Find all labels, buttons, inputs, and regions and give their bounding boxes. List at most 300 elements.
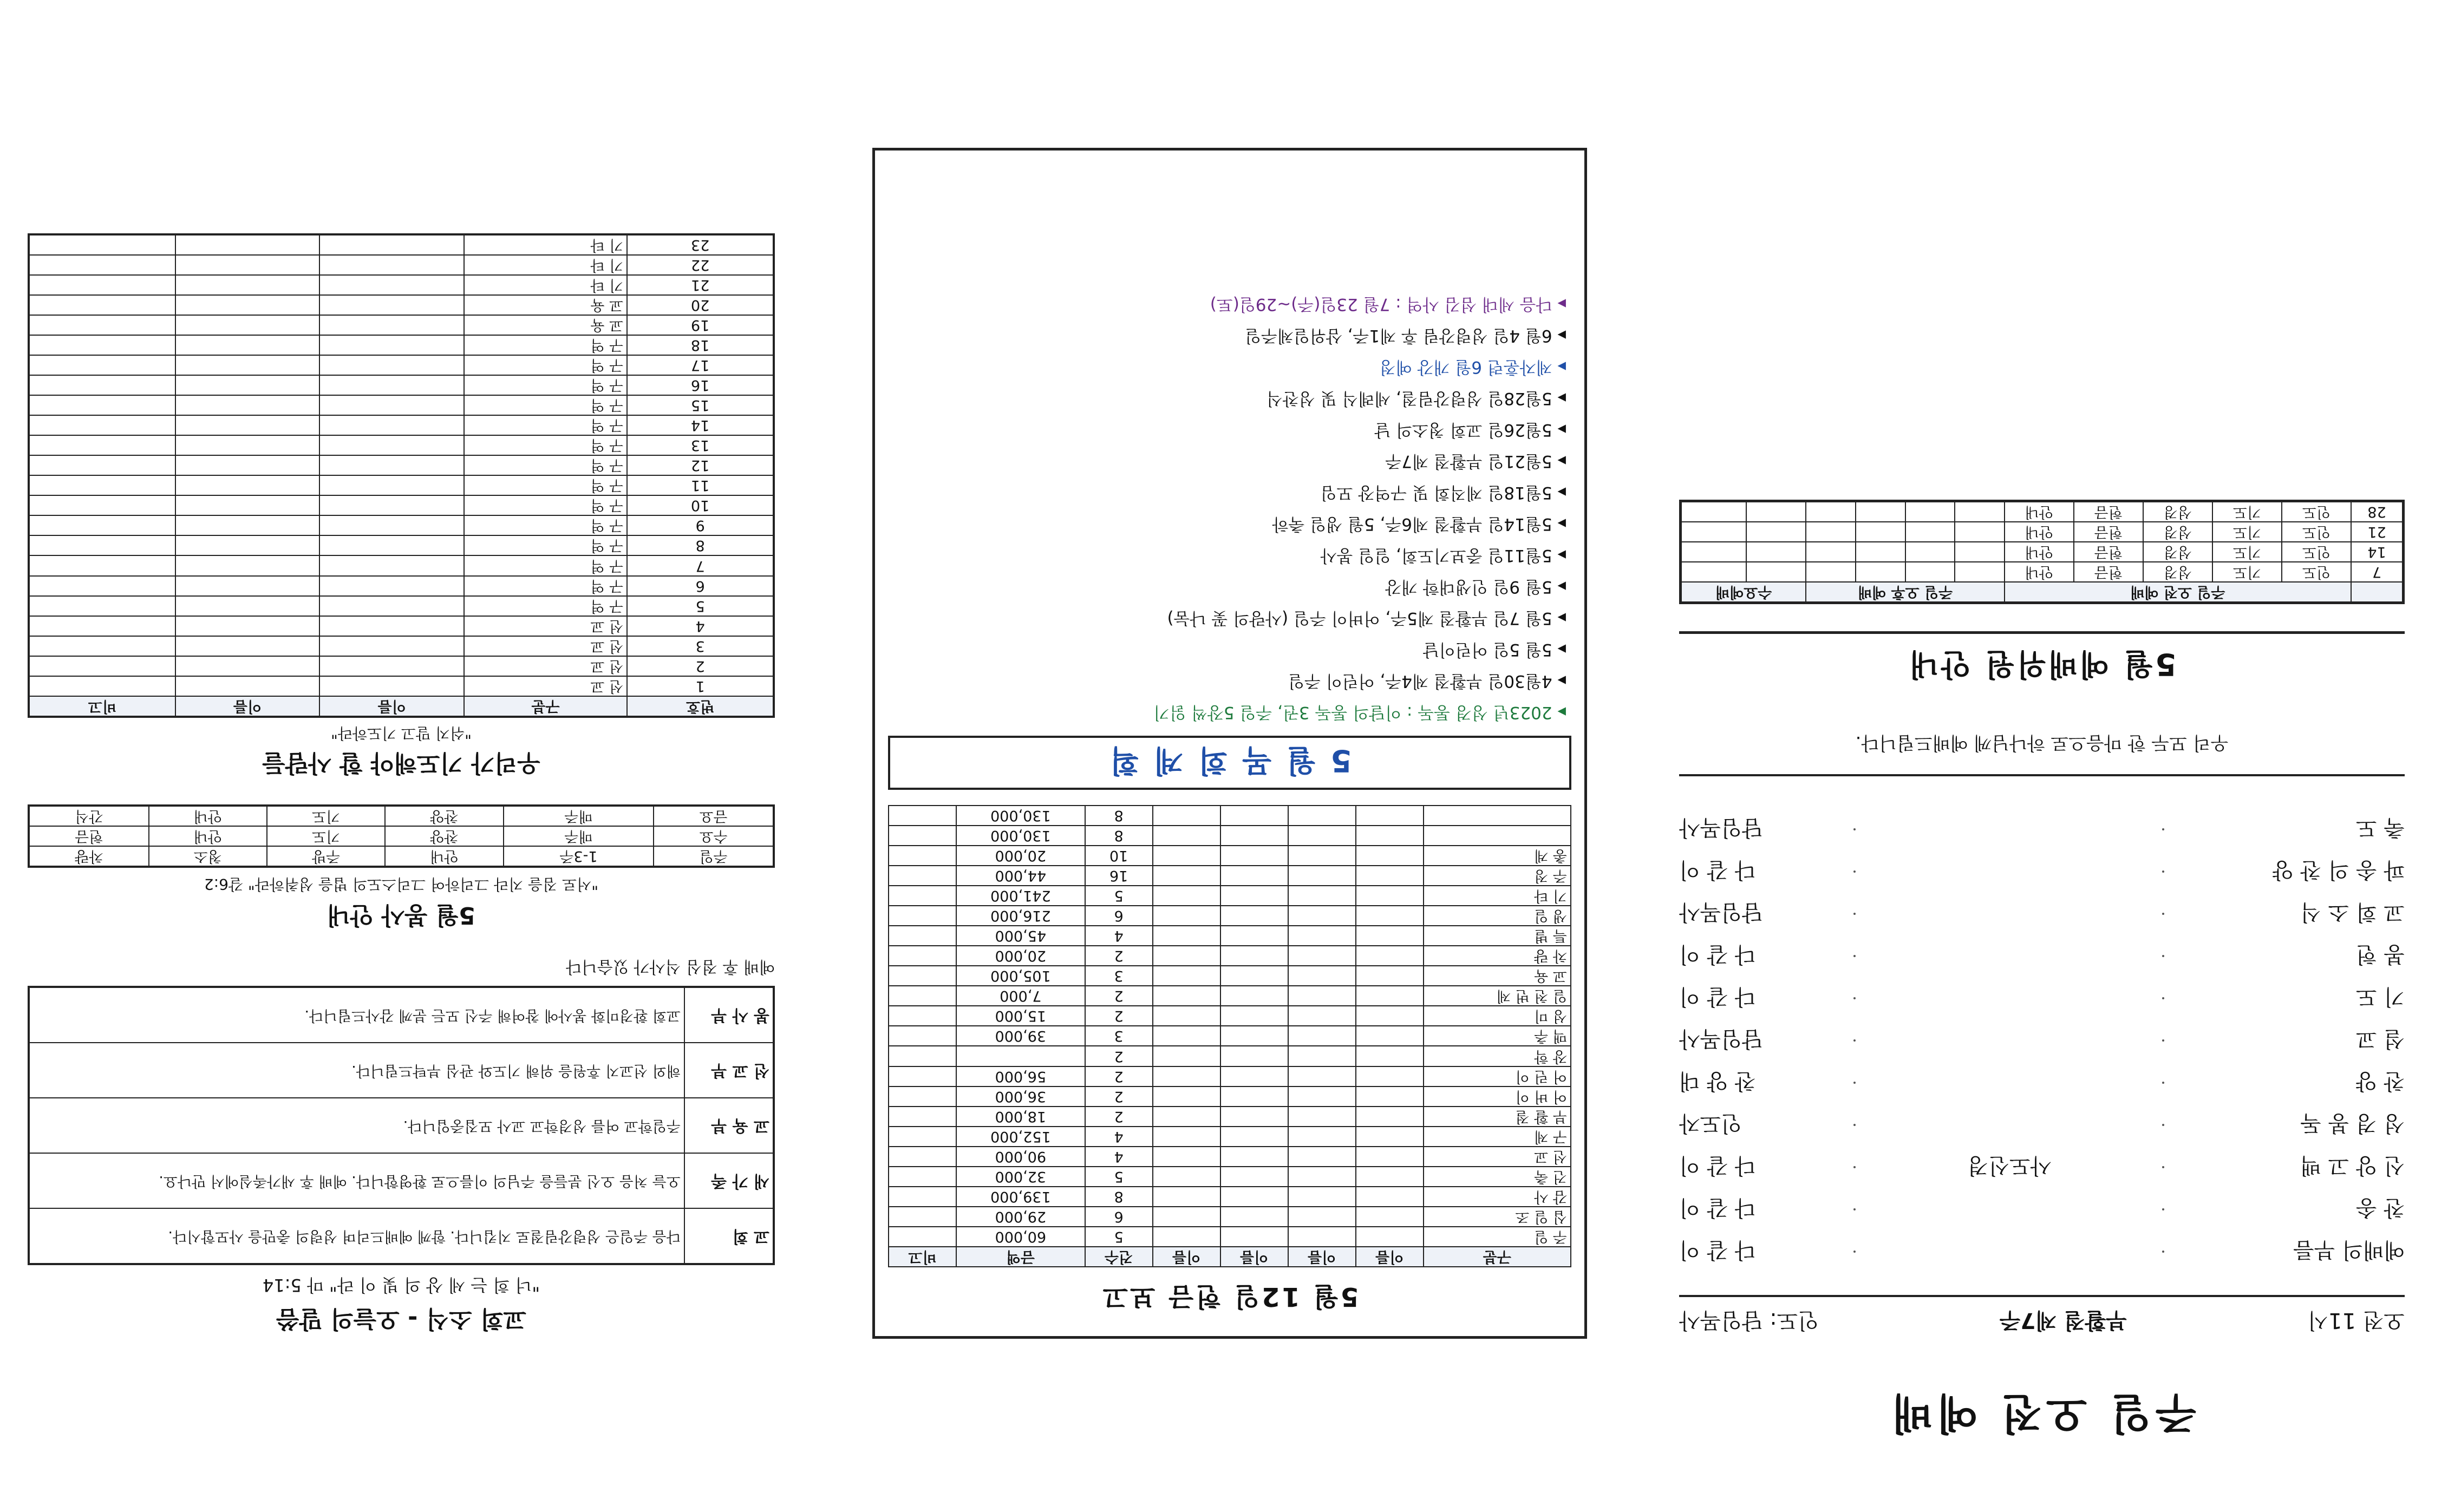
prayer-cell: 구 역 [464,555,627,575]
duty-cell [1905,501,1955,522]
service-cell: 기도 [267,826,385,846]
order-item-label: 신 앙 고 백 [2300,1153,2405,1179]
prayer-cell: 18 [627,335,774,355]
duty-cell [1905,562,1955,582]
duty-cell: 성경 [2143,522,2212,542]
duty-cell: 성경 [2143,542,2212,562]
duty-cell [1806,542,1856,562]
prayer-cell: 구 역 [464,475,627,495]
offering-cell [889,966,956,986]
prayer-cell [175,255,320,275]
offering-cell [1356,906,1424,926]
offering-cell [1153,1127,1220,1147]
offering-cell [1153,1167,1220,1187]
prayer-header-row [29,696,774,717]
prayer-cell [29,495,175,515]
offering-cell: 어 린 이 [1424,1066,1571,1086]
prayer-cell: 구 역 [464,515,627,535]
order-item-label: 기 도 [2356,984,2405,1010]
prayer-cell [319,596,464,616]
prayer-cell [319,495,464,515]
offering-cell [1153,1227,1220,1247]
order-item-label: 파 송 의 찬 양 [2272,858,2405,883]
offering-row [889,1127,1571,1147]
offering-cell [1356,926,1424,946]
offering-cell [1288,806,1356,826]
offering-cell [1153,906,1220,926]
service-cell: 금요 [654,806,774,826]
offering-cell [1356,1147,1424,1167]
prayer-cell [29,435,175,455]
duty-group: 수요예배 [1681,582,1806,603]
offering-table [888,805,1571,1267]
offering-cell: 기 타 [1424,886,1571,906]
duty-cell [1806,522,1856,542]
offering-cell: 36,000 [956,1086,1085,1107]
prayer-note: "쉬지 말고 기도하라" [331,724,472,742]
offering-cell [1220,1086,1288,1107]
offering-row [889,1046,1571,1066]
prayer-cell [319,535,464,555]
offering-cell [1288,866,1356,886]
prayer-cell [29,596,175,616]
notice-text: 해외 선교지 후원을 위해 기도와 관심 부탁드립니다. [29,1043,684,1098]
offering-header-cell: 금액 [956,1247,1085,1267]
plan-title: 5 월 목 회 계 획 [888,736,1571,790]
offering-cell: 5 [1085,1167,1153,1187]
prayer-cell: 17 [627,355,774,375]
offering-cell [1220,1006,1288,1026]
page-title: 주일 오전 예배 [1887,1389,2197,1437]
prayer-cell [29,475,175,495]
offering-cell: 2 [1085,986,1153,1006]
order-item-label: 봉 헌 [2356,942,2405,967]
prayer-cell [319,415,464,435]
duty-cell: 기도 [2212,522,2282,542]
order-item-dots [1855,829,1856,832]
offering-cell [1220,926,1288,946]
offering-row [889,946,1571,966]
duty-cell [1905,522,1955,542]
offering-cell [1288,906,1356,926]
prayer-row [29,455,774,475]
order-item-label: 찬 양 [2356,1069,2405,1094]
service-cell: 수요 [654,826,774,846]
offering-cell [889,1187,956,1207]
offering-cell: 60,000 [956,1227,1085,1247]
duty-cell [1955,522,2005,542]
order-item-who: 다 같 이 [1679,1153,1756,1179]
offering-cell [1220,986,1288,1006]
offering-row [889,846,1571,866]
offering-header-cell: 이름 [1153,1247,1220,1267]
offering-cell [1356,806,1424,826]
prayer-row [29,234,774,255]
prayer-cell: 기 타 [464,255,627,275]
prayer-cell [29,535,175,555]
prayer-row [29,596,774,616]
offering-cell: 십 일 조 [1424,1207,1571,1227]
duty-cell: 인도 [2282,562,2351,582]
order-item-who: 찬 양 대 [1679,1069,1756,1094]
notice-row [29,1153,774,1208]
offering-cell: 6 [1085,906,1153,926]
prayer-cell: 구 역 [464,435,627,455]
offering-cell: 39,000 [956,1026,1085,1046]
offering-cell [1153,1006,1220,1026]
offering-cell [1153,1187,1220,1207]
notices-verse: "너 희 는 세 상 의 빛 이 라" 마 5:14 [262,1275,540,1295]
prayer-cell [175,555,320,575]
prayer-cell [319,435,464,455]
prayer-cell [29,295,175,315]
duty-cell: 기도 [2212,562,2282,582]
offering-cell: 교 육 [1424,966,1571,986]
duty-date: 14 [2351,542,2403,562]
offering-cell [889,906,956,926]
order-item-who: 다 같 이 [1679,942,1756,967]
prayer-cell: 구 역 [464,335,627,355]
order-item [1679,809,2405,851]
offering-row [889,1006,1571,1026]
prayer-cell [175,455,320,475]
service-cell: 찬양 [385,806,503,826]
duty-cell: 안내 [2005,562,2074,582]
duty-cell [1746,522,1806,542]
order-item-dots [2163,1209,2164,1212]
prayer-cell: 7 [627,555,774,575]
prayer-cell: 구 역 [464,415,627,435]
plan-item: ▸ 5월28일 성령강림절, 세례식 및 성찬식 [893,383,1566,414]
prayer-cell: 21 [627,275,774,295]
prayer-cell: 19 [627,315,774,335]
plan-item: ▸ 5월14일 부활절 제6주, 5월 생일 축하 [893,508,1566,540]
plan-item: ▸ 5월 7일 부활절 제5주, 어버이 주일 (사랑의 꽃 나눔) [893,603,1566,634]
notices-panel [28,40,775,1339]
offering-cell: 6 [1085,1207,1153,1227]
plan-item: ▸ 5월26일 교회 청소의 날 [893,414,1566,446]
duty-cell [1905,542,1955,562]
offering-cell [889,1046,956,1066]
offering-cell [1356,1086,1424,1107]
duty-cell: 헌금 [2074,501,2143,522]
duty-cell [1746,542,1806,562]
duty-group: 주일 오전 예배 [2005,582,2351,603]
order-item-dots [2163,998,2164,1000]
offering-cell: 주 정 [1424,866,1571,886]
service-cell: 매주 [504,806,654,826]
prayer-cell [175,234,320,255]
offering-cell: 105,000 [956,966,1085,986]
notice-label: 교 회 [684,1208,774,1264]
offering-cell [889,826,956,846]
duty-date: 28 [2351,501,2403,522]
order-item-text: 사도신경 [1967,1153,2052,1179]
offering-cell [1153,886,1220,906]
offering-cell: 32,000 [956,1167,1085,1187]
duty-date: 7 [2351,562,2403,582]
offering-cell [1220,886,1288,906]
plan-panel [872,148,1587,1339]
offering-cell [889,846,956,866]
prayer-cell [319,475,464,495]
prayer-cell [29,636,175,656]
prayer-cell: 선 교 [464,676,627,696]
prayer-cell [175,335,320,355]
order-item [1679,1147,2405,1189]
prayer-cell: 12 [627,455,774,475]
prayer-cell [319,636,464,656]
notice-row [29,1098,774,1153]
prayer-cell: 선 교 [464,616,627,636]
prayer-cell: 구 역 [464,355,627,375]
offering-cell [1153,986,1220,1006]
prayer-row [29,435,774,455]
duty-cell: 성경 [2143,562,2212,582]
plan-item: ▸ 6월 4일 성령강림 후 제1주, 삼위일체주일 [893,320,1566,351]
prayer-cell [319,234,464,255]
offering-cell [889,926,956,946]
prayer-cell [175,435,320,455]
service-cell: 주방 [267,846,385,867]
prayer-cell: 구 역 [464,395,627,415]
prayer-row [29,295,774,315]
offering-header-cell: 이름 [1356,1247,1424,1267]
prayer-cell [175,656,320,676]
notice-label: 선 교 부 [684,1043,774,1098]
order-item-who: 다 같 이 [1679,858,1756,883]
order-item-label: 교 회 소 식 [2300,900,2405,925]
prayer-cell [175,596,320,616]
plan-item: ▸ 5월11일 중보기도회, 일일 봉사 [893,540,1566,571]
order-item-who: 다 같 이 [1679,1238,1756,1263]
offering-cell [889,886,956,906]
offering-row [889,1107,1571,1127]
offering-cell: 130,000 [956,826,1085,846]
prayer-row [29,255,774,275]
offering-cell [1424,826,1571,846]
prayer-cell: 선 교 [464,656,627,676]
duty-cell: 성경 [2143,501,2212,522]
order-item [1679,851,2405,893]
offering-cell [1220,806,1288,826]
offering-cell [1220,906,1288,926]
offering-cell [956,1046,1085,1066]
offering-cell [1288,1107,1356,1127]
offering-cell [1153,1207,1220,1227]
offering-cell [1288,986,1356,1006]
offering-cell: 2 [1085,1086,1153,1107]
offering-row [889,966,1571,986]
prayer-cell [319,315,464,335]
offering-row [889,926,1571,946]
prayer-cell: 8 [627,535,774,555]
order-item-dots [1855,1209,1856,1212]
plan-item: ▸ 4월30일 부활절 제4주, 어린이 주일 [893,665,1566,697]
offering-cell: 29,000 [956,1207,1085,1227]
prayer-cell [319,355,464,375]
offering-cell: 90,000 [956,1147,1085,1167]
prayer-cell [175,475,320,495]
prayer-cell [319,515,464,535]
service-row [29,806,774,826]
notice-label: 교 육 부 [684,1098,774,1153]
duty-cell [1955,501,2005,522]
prayer-cell [29,576,175,596]
order-item [1679,1189,2405,1231]
notice-text: 교회 환경미화 봉사에 참여해 주신 모든 분께 감사드립니다. [29,987,684,1043]
prayer-row [29,415,774,435]
offering-cell [1220,866,1288,886]
offering-header-cell: 이름 [1288,1247,1356,1267]
prayer-cell [29,555,175,575]
offering-cell [1288,1207,1356,1227]
order-item-label: 성 경 봉 독 [2300,1111,2405,1136]
service-row [29,826,774,846]
offering-cell [1356,826,1424,846]
order-item [1679,1020,2405,1062]
offering-cell [1288,1046,1356,1066]
order-item-dots [2163,1251,2164,1254]
service-cell: 1-3주 [504,846,654,867]
offering-cell [1153,866,1220,886]
prayer-cell [29,375,175,395]
duty-cell: 안내 [2005,501,2074,522]
offering-cell [1424,806,1571,826]
offering-cell [889,1207,956,1227]
prayer-row [29,616,774,636]
prayer-cell [29,656,175,676]
prayer-cell [29,415,175,435]
offering-cell [1153,846,1220,866]
offering-cell [1288,946,1356,966]
prayer-cell [175,616,320,636]
notice-label: 새 가 족 [684,1153,774,1208]
offering-cell [1288,1026,1356,1046]
offering-cell [1356,1046,1424,1066]
notice-text: 주일학교 여름 성경학교 교사 모집중입니다. [29,1098,684,1153]
order-item-dots [2163,913,2164,916]
duty-cell [1681,562,1747,582]
prayer-row [29,355,774,375]
prayer-cell [175,676,320,696]
offering-row [889,886,1571,906]
offering-cell: 2 [1085,1006,1153,1026]
offering-cell: 241,000 [956,886,1085,906]
prayer-cell: 11 [627,475,774,495]
order-item-label: 축 도 [2356,815,2405,841]
notices-title: 교회 소식 - 오늘의 말씀 [276,1305,527,1333]
offering-cell [1153,1107,1220,1127]
order-item [1679,1104,2405,1147]
prayer-header-cell: 이름 [175,696,320,717]
offering-cell [1220,1127,1288,1147]
service-cell: 차량 [29,846,149,867]
plan-item: ▸ 5월 5일 어린이날 [893,634,1566,665]
plan-item: ▸ 5월18일 제직회 및 구역장 모임 [893,477,1566,508]
prayer-cell: 구 역 [464,455,627,475]
prayer-title: 우리가 기도해야 할 사람들 [262,749,540,777]
order-item-dots [1855,1251,1856,1254]
offering-cell [1288,966,1356,986]
prayer-header-cell: 이름 [319,696,464,717]
offering-row [889,1026,1571,1046]
order-item-dots [2163,829,2164,832]
order-item-dots [2163,1082,2164,1085]
offering-cell: 20,000 [956,846,1085,866]
prayer-cell [29,335,175,355]
order-item-who: 인도자 [1679,1111,1742,1136]
prayer-cell: 구 역 [464,375,627,395]
order-of-worship-panel [1668,45,2416,1474]
offering-cell [1288,846,1356,866]
prayer-cell [175,636,320,656]
offering-cell [1288,886,1356,906]
prayer-cell: 3 [627,636,774,656]
notice-label: 봉 사 부 [684,987,774,1043]
prayer-cell: 기 타 [464,234,627,255]
offering-cell [1288,1127,1356,1147]
offering-cell [1288,1066,1356,1086]
prayer-row [29,656,774,676]
prayer-cell [319,656,464,676]
offering-header-cell: 구분 [1424,1247,1571,1267]
order-item-dots [1855,1124,1856,1127]
prayer-cell [319,576,464,596]
prayer-cell [29,676,175,696]
offering-cell [1220,1147,1288,1167]
offering-cell: 2 [1085,1066,1153,1086]
offering-cell [889,1107,956,1127]
offering-cell: 부 활 절 [1424,1107,1571,1127]
service-title: 5월 봉사 안내 [327,901,475,929]
duty-cell: 헌금 [2074,542,2143,562]
prayer-cell: 14 [627,415,774,435]
order-item-who: 담임목사 [1679,1026,1763,1052]
service-cell: 기도 [267,806,385,826]
service-cell: 안내 [149,826,267,846]
order-item [1679,893,2405,935]
offering-row [889,806,1571,826]
offering-cell [1153,926,1220,946]
offering-cell: 장 학 [1424,1046,1571,1066]
duty-cell [1856,501,1905,522]
prayer-cell: 23 [627,234,774,255]
prayer-row [29,555,774,575]
prayer-row [29,335,774,355]
offering-cell [1220,1207,1288,1227]
duty-cell: 헌금 [2074,522,2143,542]
prayer-cell [319,295,464,315]
offering-cell [889,1147,956,1167]
offering-row [889,826,1571,846]
prayer-row [29,315,774,335]
prayer-cell [175,295,320,315]
offering-cell [1153,826,1220,846]
offering-cell [1288,1006,1356,1026]
offering-cell [1288,1187,1356,1207]
offering-header-cell: 이름 [1220,1247,1288,1267]
offering-cell: 15,000 [956,1006,1085,1026]
prayer-cell [175,395,320,415]
offering-cell [1356,966,1424,986]
offering-cell: 8 [1085,1187,1153,1207]
offering-cell: 44,000 [956,866,1085,886]
offering-row [889,1066,1571,1086]
offering-cell [1356,1207,1424,1227]
offering-row [889,866,1571,886]
offering-cell [889,1227,956,1247]
